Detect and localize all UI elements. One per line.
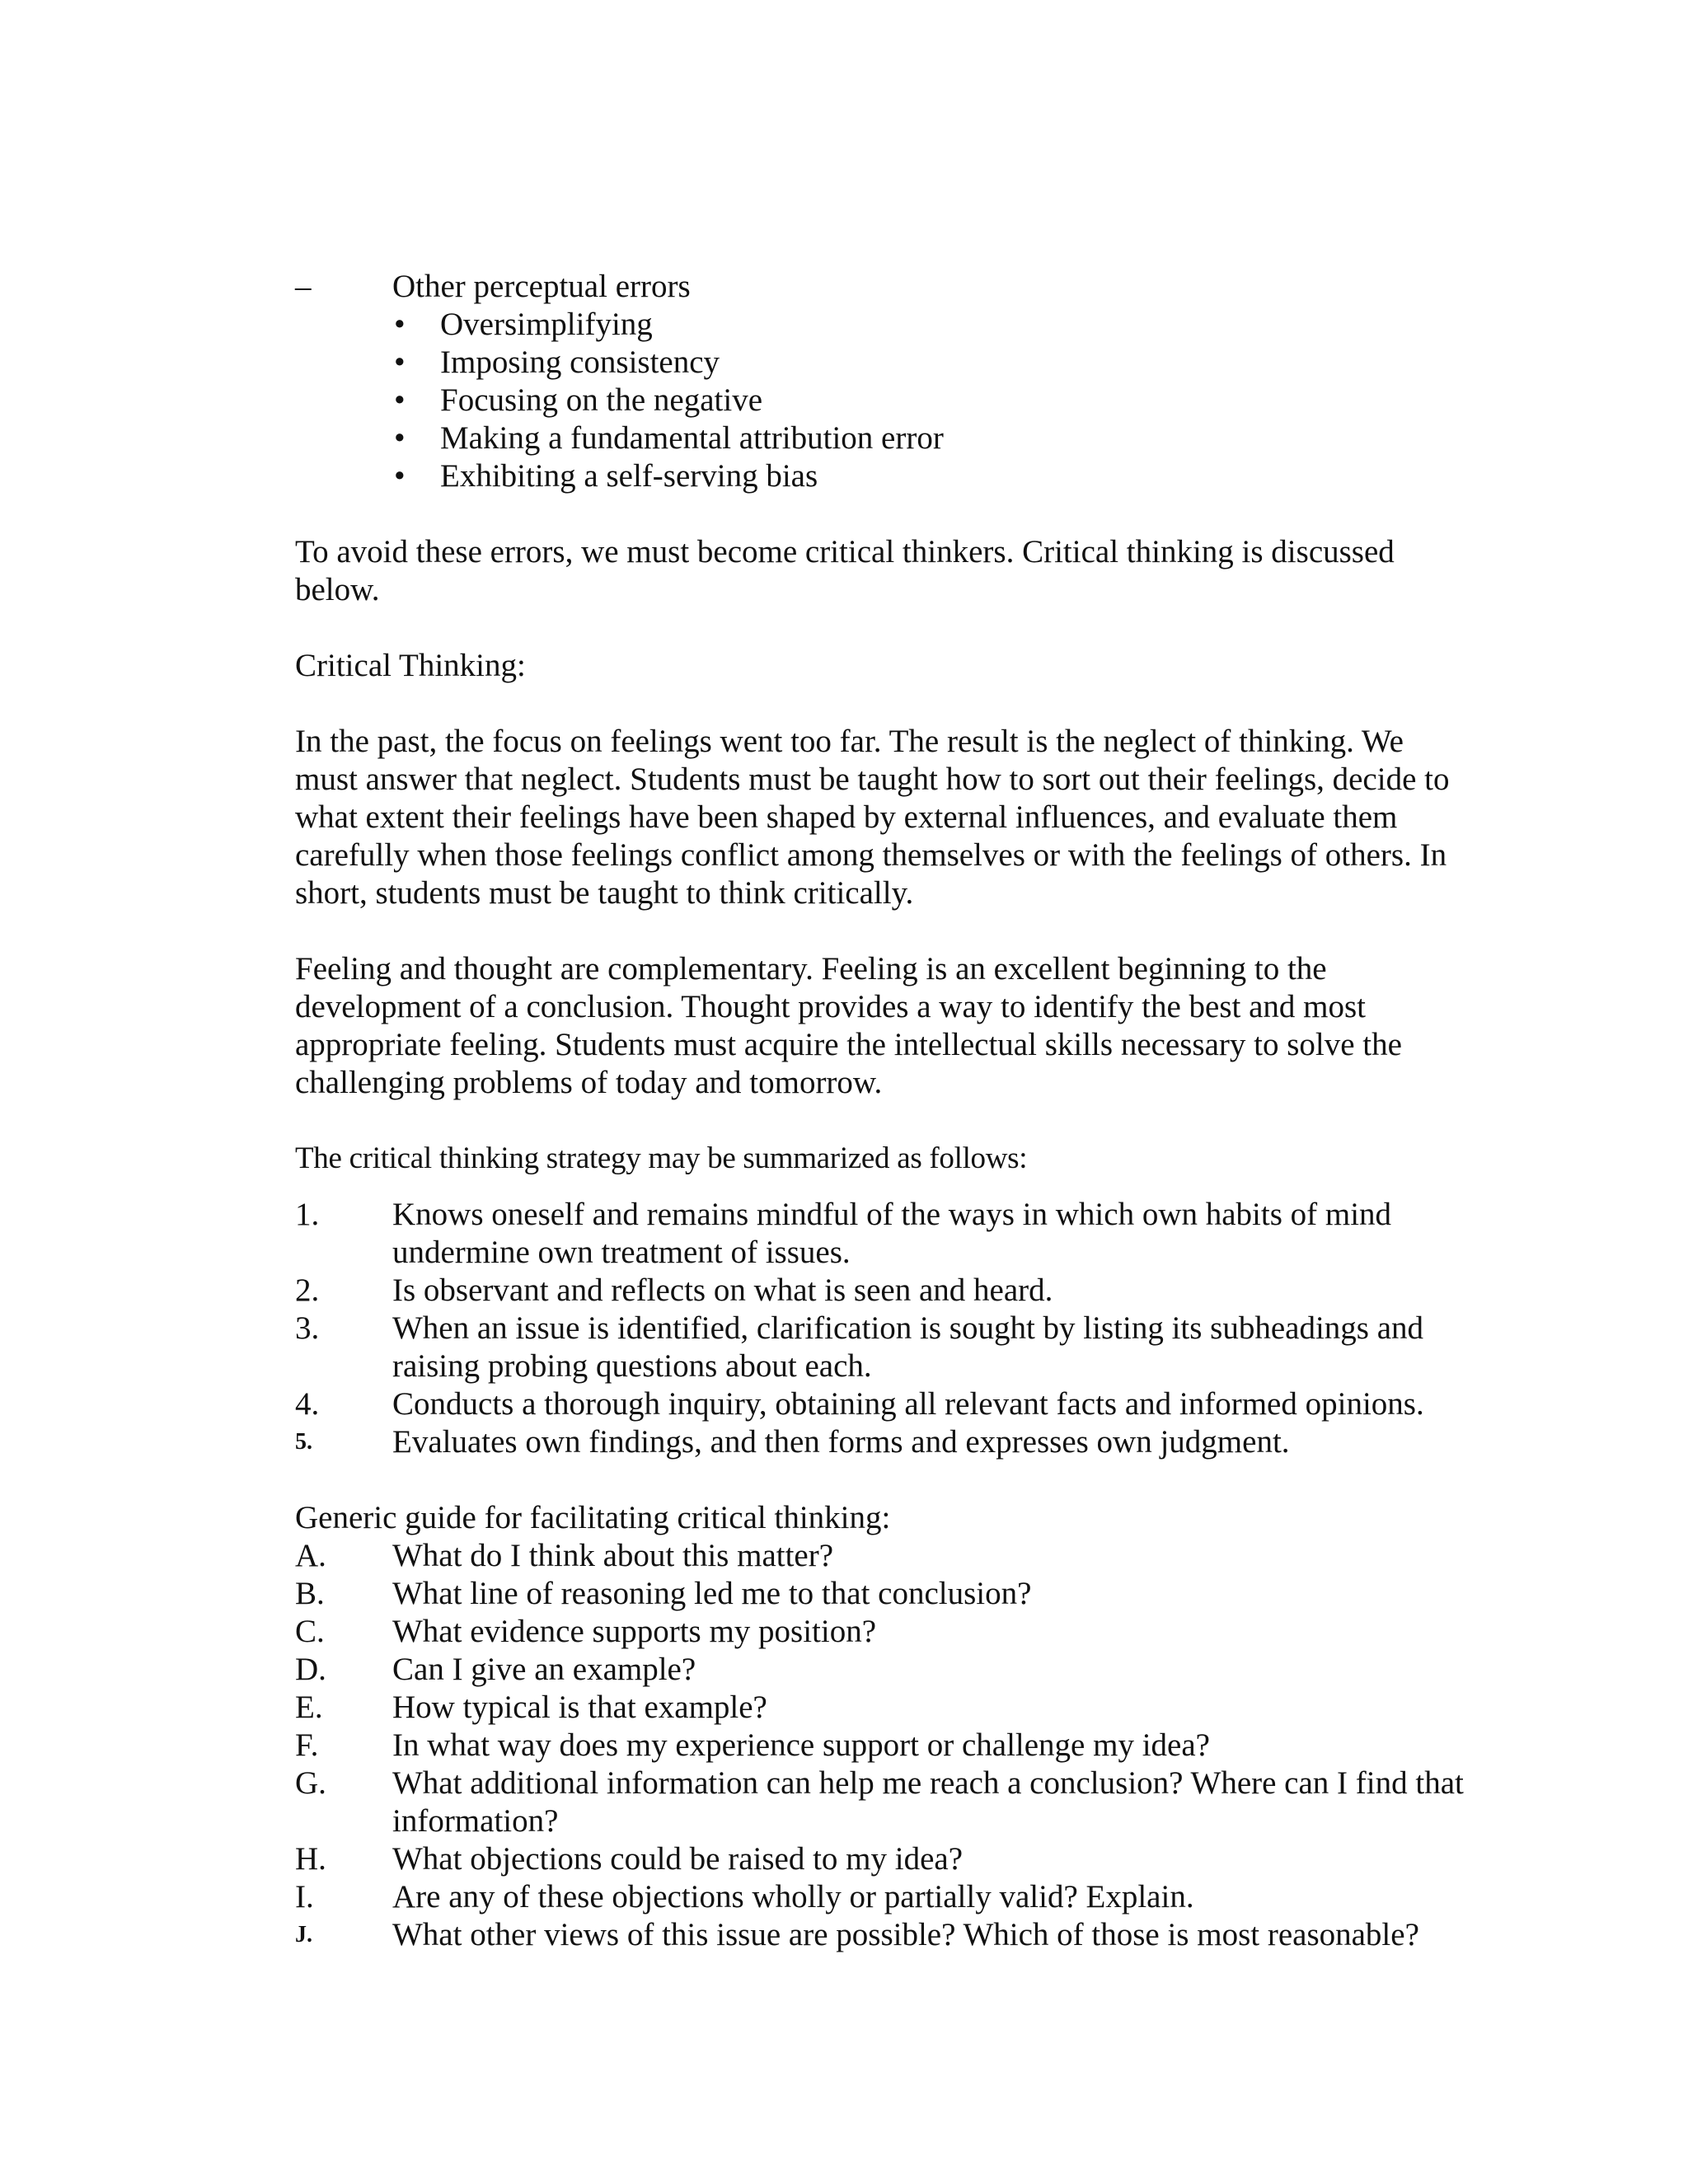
list-item (295, 1689, 1474, 1727)
list-item (295, 1916, 1474, 1954)
list-number: 3. (295, 1310, 320, 1346)
list-item (392, 306, 1474, 344)
critical-thinking-heading: Critical Thinking: (295, 648, 526, 683)
list-item (295, 1272, 1474, 1310)
list-item (392, 382, 1474, 419)
list-item (295, 1613, 1474, 1651)
list-item-text: In what way does my experience support or challenge my idea? (392, 1727, 1210, 1763)
list-item (295, 1765, 1474, 1840)
list-number: 5. (295, 1429, 312, 1455)
bullet-text: Exhibiting a self-serving bias (440, 458, 818, 494)
spacer (295, 1102, 1474, 1140)
spacer (295, 495, 1474, 533)
list-item (295, 1575, 1474, 1613)
list-item (295, 1537, 1474, 1575)
list-item (392, 344, 1474, 382)
list-item-text: What objections could be raised to my idea? (392, 1841, 964, 1877)
strategy-list (295, 1196, 1474, 1461)
spacer (295, 609, 1474, 647)
list-item-text: How typical is that example? (392, 1690, 767, 1725)
document-body (295, 268, 1474, 1954)
spacer (295, 1178, 1474, 1196)
list-letter: E. (295, 1690, 323, 1725)
list-letter: A. (295, 1538, 326, 1573)
list-item (295, 1878, 1474, 1916)
list-item-text: What additional information can help me reach a conclusion? Where can I find that information? (392, 1765, 1464, 1839)
feeling-thought-paragraph: Feeling and thought are complementary. Feeling is an excellent beginning to the development of a conclusion. Thought provides a way to identify the best and most appropriate feeling. Students must acquire the intellectual skills necessary to solve the challenging problems of today and tomorrow. (295, 951, 1402, 1100)
list-item-text: Evaluates own findings, and then forms and expresses own judgment. (392, 1424, 1290, 1460)
list-letter: G. (295, 1765, 326, 1801)
list-letter: F. (295, 1727, 319, 1763)
avoid-errors-paragraph: To avoid these errors, we must become critical thinkers. Critical thinking is discussed below. (295, 534, 1395, 607)
list-item (392, 419, 1474, 457)
list-letter: D. (295, 1652, 326, 1687)
list-item (295, 1310, 1474, 1385)
list-letter: B. (295, 1576, 325, 1611)
list-item (295, 1840, 1474, 1878)
past-focus-paragraph: In the past, the focus on feelings went too far. The result is the neglect of thinking. We must answer that neglect. Students must be taught how to sort out their feelings, decide to what extent their feelings have been shaped by external influences, and evaluate them carefully when those feelings conflict among themselves or with the feelings of others. In short, students must be taught to think critically. (295, 724, 1450, 911)
spacer (295, 685, 1474, 723)
list-item (295, 1727, 1474, 1765)
list-item-text: What line of reasoning led me to that conclusion? (392, 1576, 1032, 1611)
bullet-text: Oversimplifying (440, 307, 653, 342)
dash-marker: – (295, 269, 312, 304)
spacer (295, 912, 1474, 950)
list-item-text: What do I think about this matter? (392, 1538, 834, 1573)
list-item-text: Conducts a thorough inquiry, obtaining all relevant facts and informed opinions. (392, 1386, 1424, 1422)
list-item (295, 1385, 1474, 1423)
list-item-text: When an issue is identified, clarification is sought by listing its subheadings and raising probing questions about each. (392, 1310, 1424, 1384)
bullet-text: Imposing consistency (440, 344, 720, 380)
list-item-text: Knows oneself and remains mindful of the ways in which own habits of mind undermine own treatment of issues. (392, 1197, 1392, 1270)
guide-list (295, 1537, 1474, 1954)
list-item-text: What other views of this issue are possible? Which of those is most reasonable? (392, 1917, 1419, 1952)
list-item (392, 457, 1474, 495)
list-number: 4. (295, 1386, 320, 1422)
list-number: 2. (295, 1272, 320, 1308)
bullet-icon: • (394, 420, 406, 456)
perceptual-errors-heading: Other perceptual errors (392, 269, 691, 304)
list-item-text: What evidence supports my position? (392, 1614, 877, 1649)
list-letter: J. (295, 1922, 312, 1947)
spacer (295, 1461, 1474, 1499)
list-letter: H. (295, 1841, 326, 1877)
list-item (295, 1196, 1474, 1272)
bullet-text: Focusing on the negative (440, 382, 763, 418)
guide-intro: Generic guide for facilitating critical thinking: (295, 1500, 891, 1535)
bullet-icon: • (394, 307, 406, 342)
list-item (295, 1423, 1474, 1461)
perceptual-errors-list (392, 306, 1474, 495)
perceptual-errors-heading-row (295, 268, 1474, 306)
list-number: 1. (295, 1197, 320, 1232)
bullet-icon: • (394, 458, 406, 494)
list-item-text: Are any of these objections wholly or partially valid? Explain. (392, 1879, 1194, 1915)
list-letter: I. (295, 1879, 314, 1915)
strategy-intro: The critical thinking strategy may be summarized as follows: (295, 1141, 1028, 1175)
bullet-text: Making a fundamental attribution error (440, 420, 944, 456)
list-item-text: Is observant and reflects on what is seen and heard. (392, 1272, 1053, 1308)
list-letter: C. (295, 1614, 325, 1649)
list-item-text: Can I give an example? (392, 1652, 696, 1687)
list-item (295, 1651, 1474, 1689)
bullet-icon: • (394, 382, 406, 418)
bullet-icon: • (394, 344, 406, 380)
